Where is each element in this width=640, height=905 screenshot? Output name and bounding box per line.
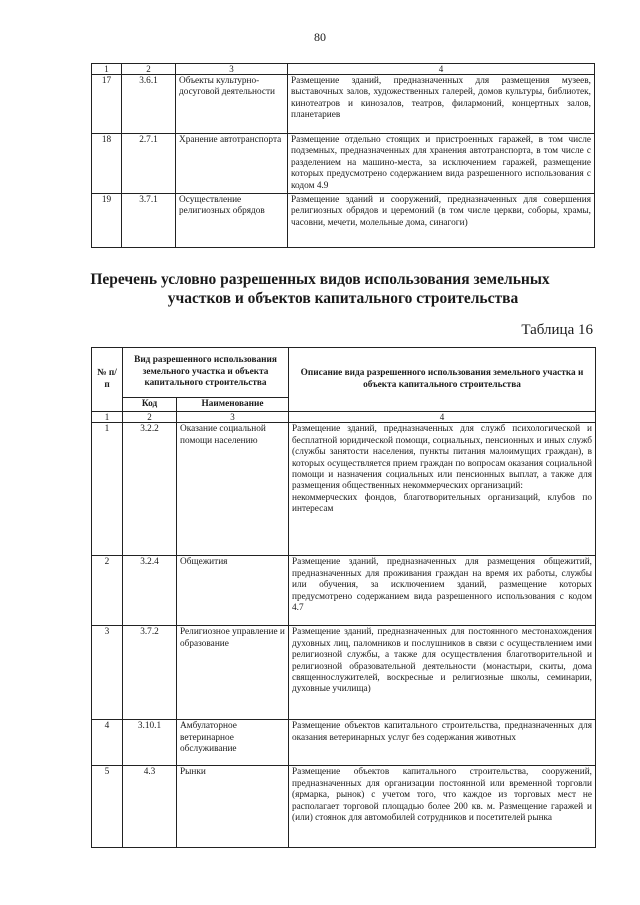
description-paragraph: Размещение зданий, предназначенных для размещения общежитий, предназначенных для проживания граждан на время их работы, службы или обучения, за исключением зданий, размещение которых предусмотрено содержанием вида разрешенного использования с кодом 4.7 <box>292 557 593 614</box>
row-number: 17 <box>92 75 122 134</box>
use-description <box>289 626 596 720</box>
column-number: 4 <box>289 412 596 423</box>
use-name: Хранение автотранспорта <box>176 134 288 194</box>
table-row <box>92 423 596 556</box>
continued-table <box>91 63 595 248</box>
table-row <box>92 194 595 248</box>
table-row <box>92 556 596 626</box>
description-paragraph: Размещение объектов капитального строительства, сооружений, предназначенных для организации постоянной или временной торговли (ярмарка, рынок) с учетом того, что каждое из торговых мест не располагает торговой площадью более 200 кв. м. Размещение гаражей и (или) стоянок для автомобилей сотрудников и посетителей рынка <box>292 767 593 824</box>
row-number: 4 <box>92 720 123 766</box>
use-code: 3.2.2 <box>123 423 177 556</box>
description-paragraph: Размещение объектов капитального строительства, предназначенных для оказания ветеринарных услуг без содержания животных <box>292 721 593 743</box>
use-code: 3.6.1 <box>122 75 176 134</box>
header-number: № п/п <box>92 348 123 412</box>
heading-line: участков и объектов капитального строительства <box>167 290 519 307</box>
use-description <box>289 720 596 766</box>
table-row <box>92 720 596 766</box>
column-number: 2 <box>123 412 177 423</box>
use-name: Осуществление религиозных обрядов <box>176 194 288 248</box>
column-number: 3 <box>176 64 288 75</box>
section-heading <box>0 270 640 308</box>
table-row <box>92 134 595 194</box>
row-number: 2 <box>92 556 123 626</box>
use-code: 3.7.1 <box>122 194 176 248</box>
column-number: 1 <box>92 412 123 423</box>
use-description: Размещение зданий и сооружений, предназначенных для совершения религиозных обрядов и церемоний (в том числе церкви, соборы, храмы, часовни, мечети, молельные дома, синагоги) <box>288 194 595 248</box>
page-number: 80 <box>314 30 326 44</box>
use-name: Объекты культурно-досуговой деятельности <box>176 75 288 134</box>
description-paragraph: Размещение зданий, предназначенных для служб психологической и бесплатной юридической помощи, социальных, пенсионных и иных служб (службы занятости населения, пункты питания малоимущих граждан), в которых осуществляется прием граждан по вопросам оказания социальной помощи и назначения социальных или пенсионных выплат, а также для размещения общественных некоммерческих организаций: <box>292 424 593 492</box>
column-number: 4 <box>288 64 595 75</box>
column-number-row <box>92 412 596 423</box>
description-paragraph: некоммерческих фондов, благотворительных организаций, клубов по интересам <box>292 492 593 515</box>
use-description <box>289 766 596 848</box>
column-number: 3 <box>177 412 289 423</box>
use-code: 4.3 <box>123 766 177 848</box>
use-code: 2.7.1 <box>122 134 176 194</box>
table-label: Таблица 16 <box>521 322 593 338</box>
row-number: 3 <box>92 626 123 720</box>
row-number: 1 <box>92 423 123 556</box>
row-number: 18 <box>92 134 122 194</box>
row-number: 5 <box>92 766 123 848</box>
row-number: 19 <box>92 194 122 248</box>
use-code: 3.2.4 <box>123 556 177 626</box>
header-name: Наименование <box>177 398 289 412</box>
use-description <box>289 556 596 626</box>
description-paragraph: Размещение зданий, предназначенных для постоянного местонахождения духовных лиц, паломников и послушников в связи с осуществлением ими религиозной службы, а также для осуществления благотворительной и религиозной образовательной деятельности (монастыри, скиты, дома священнослужителей, воскресные и религиозные школы, семинарии, духовные училища) <box>292 627 593 695</box>
header-use-type: Вид разрешенного использования земельного участка и объекта капитального строительства <box>123 348 289 398</box>
use-name: Общежития <box>177 556 289 626</box>
use-name: Религиозное управление и образование <box>177 626 289 720</box>
use-name: Рынки <box>177 766 289 848</box>
use-code: 3.7.2 <box>123 626 177 720</box>
header-code: Код <box>123 398 177 412</box>
column-number-row <box>92 64 595 75</box>
use-description: Размещение отдельно стоящих и пристроенных гаражей, в том числе подземных, предназначенных для хранения автотранспорта, в том числе с разделением на машино-места, за исключением гаражей, размещение которых предусмотрено содержанием вида разрешенного использования с кодом 4.9 <box>288 134 595 194</box>
heading-line: Перечень условно разрешенных видов использования земельных <box>90 271 550 288</box>
use-description: Размещение зданий, предназначенных для размещения музеев, выставочных залов, художественных галерей, домов культуры, библиотек, кинотеатров и кинозалов, театров, филармоний, концертных залов, планетариев <box>288 75 595 134</box>
column-number: 1 <box>92 64 122 75</box>
table-row <box>92 75 595 134</box>
use-name: Оказание социальной помощи населению <box>177 423 289 556</box>
use-name: Амбулаторное ветеринарное обслуживание <box>177 720 289 766</box>
table-row <box>92 626 596 720</box>
table-16 <box>91 347 596 848</box>
table-row <box>92 766 596 848</box>
use-code: 3.10.1 <box>123 720 177 766</box>
use-description <box>289 423 596 556</box>
header-description: Описание вида разрешенного использования земельного участка и объекта капитального строительства <box>289 348 596 412</box>
column-number: 2 <box>122 64 176 75</box>
